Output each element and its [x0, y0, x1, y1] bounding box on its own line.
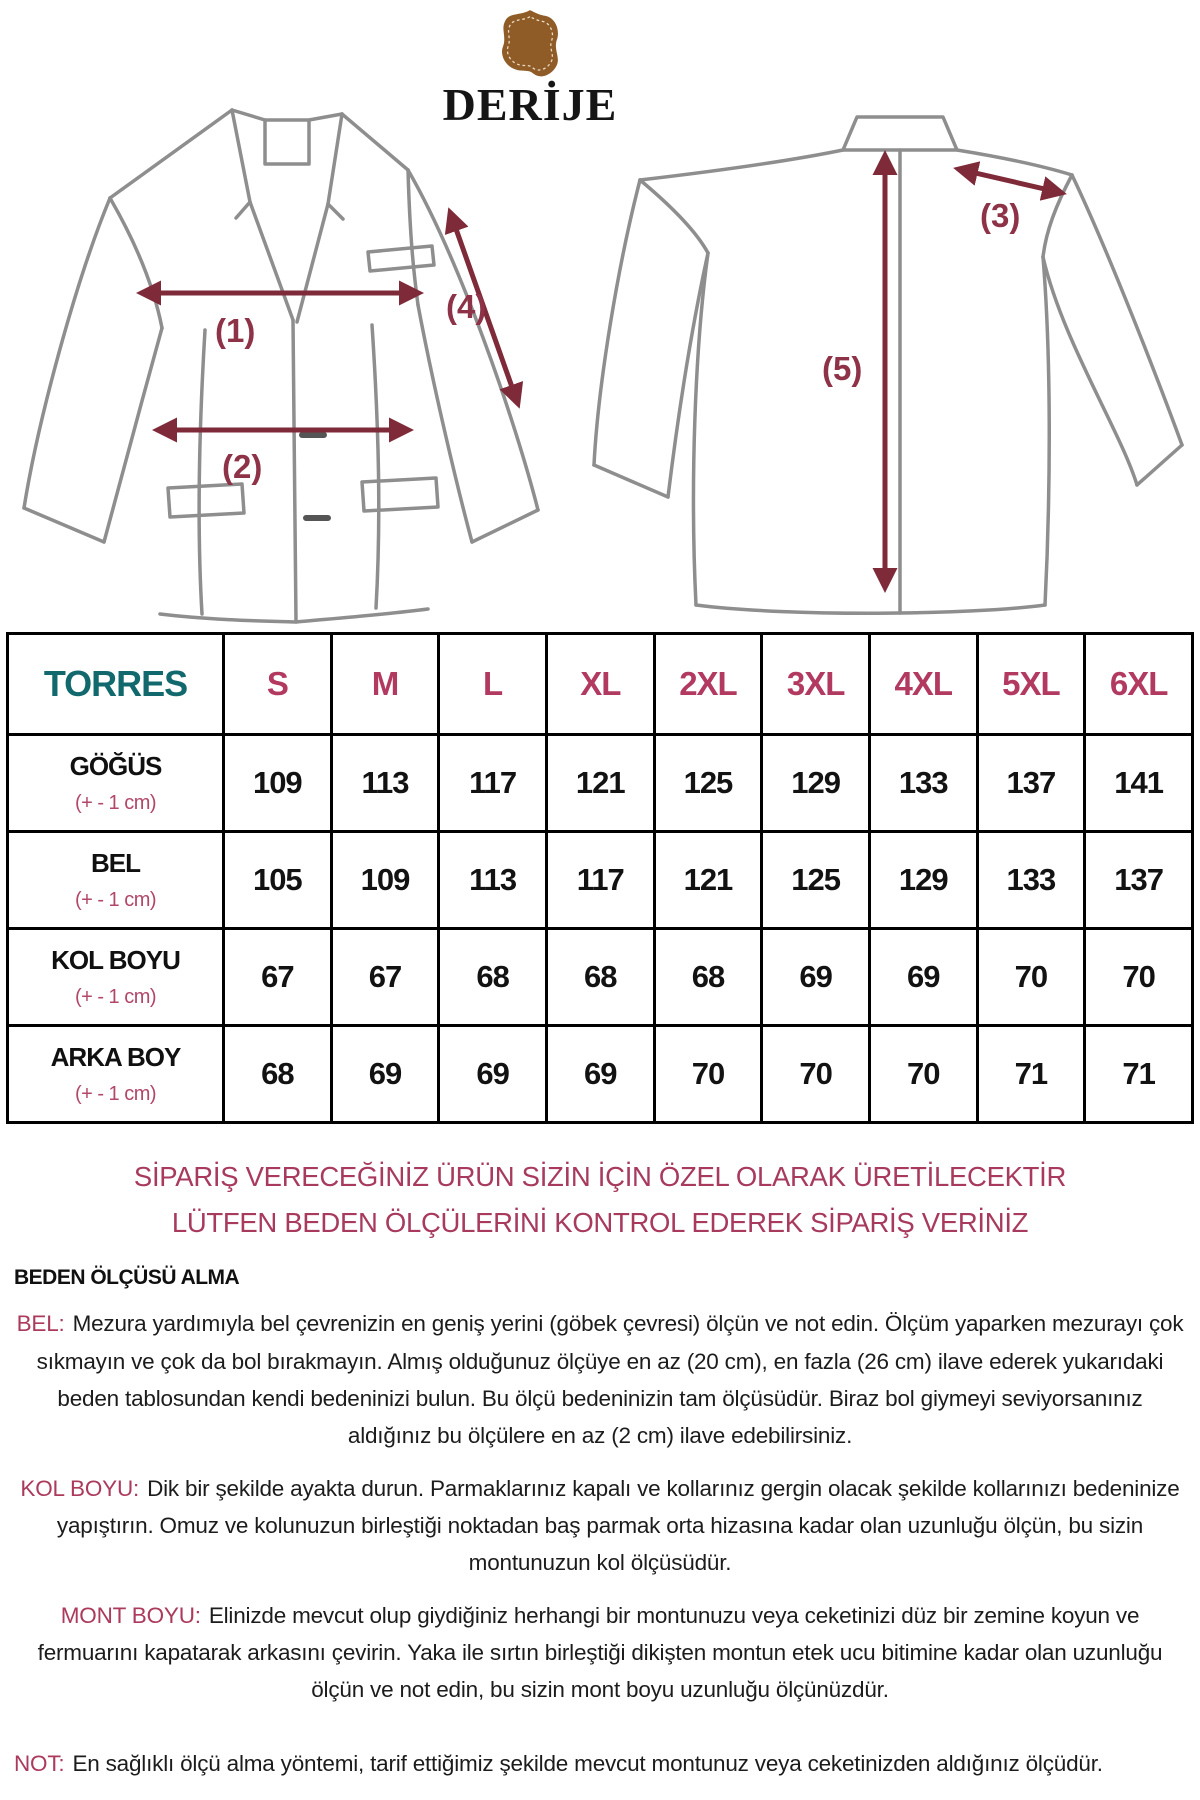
order-notice-line1: SİPARİŞ VERECEĞİNİZ ÜRÜN SİZİN İÇİN ÖZEL OLARAK ÜRETİLECEKTİR	[133, 1161, 1067, 1192]
tolerance-note: (+ - 1 cm)	[74, 1083, 157, 1105]
leather-patch-icon	[499, 8, 561, 80]
instruction-label-mont-boyu: MONT BOYU:	[60, 1602, 201, 1628]
table-row-bel	[8, 832, 1193, 929]
instruction-kol-boyu	[16, 1470, 1184, 1582]
instruction-label-not: NOT:	[14, 1750, 65, 1776]
tolerance-note: (+ - 1 cm)	[74, 889, 157, 911]
value-cell: 70	[762, 1026, 870, 1123]
size-header: M	[331, 634, 439, 735]
measurement-diagram	[0, 0, 1200, 632]
instruction-bel	[16, 1305, 1184, 1454]
value-cell: 109	[224, 735, 332, 832]
value-cell: 70	[977, 929, 1085, 1026]
value-cell: 67	[224, 929, 332, 1026]
size-header: 4XL	[869, 634, 977, 735]
measure-label-1: (1)	[215, 312, 256, 349]
row-label-cell: BEL (+ - 1 cm)	[8, 832, 224, 929]
instruction-text-mont-boyu: Elinizde mevcut olup giydiğiniz herhangi bir montunuzu veya ceketinizi düz bir zemine koyun ve fermuarını kapatarak arkasını çevirin. Yaka ile sırtın birleştiği dikişten montun etek ucu bitimine kadar olan uzunluğu ölçün ve not edin, bu sizin mont boyu uzunluğu ölçünüzdür.	[37, 1602, 1163, 1703]
value-cell: 68	[654, 929, 762, 1026]
value-cell: 109	[331, 832, 439, 929]
value-cell: 125	[762, 832, 870, 929]
value-cell: 67	[331, 929, 439, 1026]
instruction-text-kol-boyu: Dik bir şekilde ayakta durun. Parmaklarınız kapalı ve kollarınız gergin olacak şekilde kollarınızı bedeninize yapıştırın. Omuz ve kolunuzun birleştiği noktadan baş parmak orta hizasına kadar olan uzunluğu ölçün, bu sizin montunuzun kol ölçüsüdür.	[56, 1475, 1180, 1576]
value-cell: 117	[439, 735, 547, 832]
value-cell: 141	[1085, 735, 1193, 832]
value-cell: 69	[331, 1026, 439, 1123]
value-cell: 69	[439, 1026, 547, 1123]
table-row-gogus	[8, 735, 1193, 832]
instruction-label-bel: BEL:	[16, 1311, 65, 1337]
value-cell: 121	[654, 832, 762, 929]
value-cell: 113	[439, 832, 547, 929]
tolerance-note: (+ - 1 cm)	[74, 986, 157, 1008]
instruction-label-kol-boyu: KOL BOYU:	[20, 1475, 140, 1501]
value-cell: 129	[762, 735, 870, 832]
size-header: L	[439, 634, 547, 735]
value-cell: 105	[224, 832, 332, 929]
value-cell: 69	[762, 929, 870, 1026]
size-table	[6, 632, 1194, 1124]
measure-label-3: (3)	[980, 197, 1021, 234]
value-cell: 68	[546, 929, 654, 1026]
row-label-cell: ARKA BOY (+ - 1 cm)	[8, 1026, 224, 1123]
instructions-heading: BEDEN ÖLÇÜSÜ ALMA	[14, 1266, 240, 1290]
instruction-mont-boyu	[16, 1597, 1184, 1709]
value-cell: 70	[869, 1026, 977, 1123]
instruction-text-bel: Mezura yardımıyla bel çevrenizin en geniş yerini (göbek çevresi) ölçün ve not edin. Ölçüm yaparken mezurayı çok sıkmayın ve çok da bol bırakmayın. Almış olduğunuz ölçüye en az (20 cm), en fazla (26 cm) ilave ederek yukarıdaki beden tablosundan kendi bedeninizi bulun. Bu ölçü bedeninizin tam ölçüsüdür. Biraz bol giymeyi seviyorsanınız aldığınız bu ölçülere en az (2 cm) ilave edebilirsiniz.	[36, 1311, 1184, 1449]
size-header: XL	[546, 634, 654, 735]
value-cell: 71	[977, 1026, 1085, 1123]
value-cell: 113	[331, 735, 439, 832]
size-header: 6XL	[1085, 634, 1193, 735]
value-cell: 68	[439, 929, 547, 1026]
value-cell: 137	[1085, 832, 1193, 929]
size-header: 3XL	[762, 634, 870, 735]
value-cell: 69	[869, 929, 977, 1026]
product-name-cell	[8, 634, 224, 735]
value-cell: 125	[654, 735, 762, 832]
value-cell: 70	[1085, 929, 1193, 1026]
value-cell: 133	[869, 735, 977, 832]
measure-label-4: (4)	[446, 288, 487, 325]
value-cell: 137	[977, 735, 1085, 832]
table-row-arka-boy	[8, 1026, 1193, 1123]
value-cell: 133	[977, 832, 1085, 929]
instruction-text-not: En sağlıklı ölçü alma yöntemi, tarif ettiğimiz şekilde mevcut montunuz veya ceketinizden aldığınız ölçüdür.	[72, 1750, 1103, 1776]
measure-label-5: (5)	[822, 350, 863, 387]
value-cell: 129	[869, 832, 977, 929]
size-header: S	[224, 634, 332, 735]
table-row-kol-boyu	[8, 929, 1193, 1026]
value-cell: 121	[546, 735, 654, 832]
size-header: 5XL	[977, 634, 1085, 735]
brand-name: DERİJE	[442, 79, 618, 130]
tolerance-note: (+ - 1 cm)	[74, 792, 157, 814]
value-cell: 71	[1085, 1026, 1193, 1123]
front-jacket-diagram	[10, 90, 570, 635]
value-cell: 68	[224, 1026, 332, 1123]
value-cell: 69	[546, 1026, 654, 1123]
value-cell: 70	[654, 1026, 762, 1123]
row-label-cell: GÖĞÜS (+ - 1 cm)	[8, 735, 224, 832]
row-label-cell: KOL BOYU (+ - 1 cm)	[8, 929, 224, 1026]
table-header-row	[8, 634, 1193, 735]
order-notice-line2: LÜTFEN BEDEN ÖLÇÜLERİNİ KONTROL EDEREK SİPARİŞ VERİNİZ	[171, 1207, 1029, 1239]
value-cell: 117	[546, 832, 654, 929]
order-notice	[0, 1154, 1200, 1246]
back-jacket-diagram	[590, 85, 1190, 630]
measure-label-2: (2)	[222, 448, 263, 485]
product-name: TORRES	[43, 663, 188, 704]
size-header: 2XL	[654, 634, 762, 735]
instruction-not	[14, 1745, 1194, 1782]
